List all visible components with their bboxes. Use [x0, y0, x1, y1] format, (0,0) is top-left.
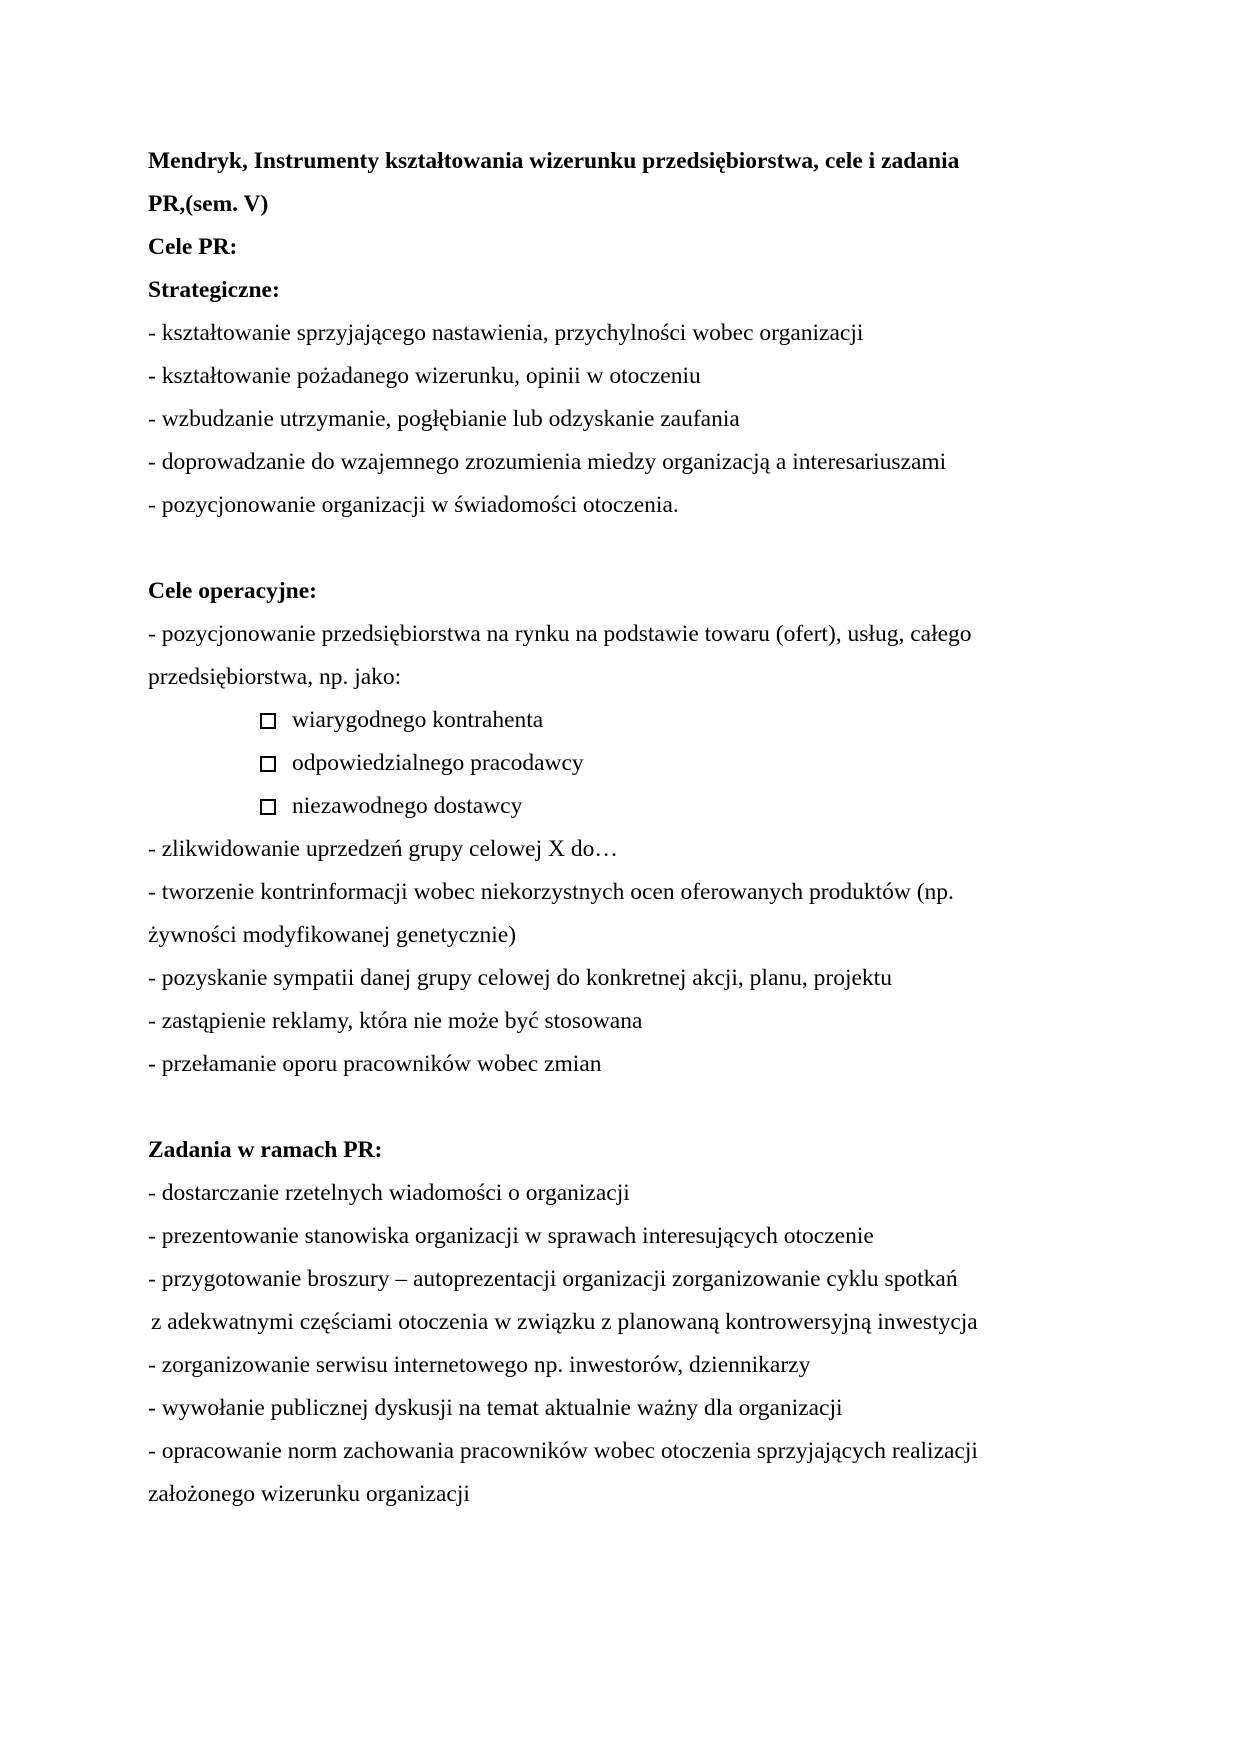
- list-item: - prezentowanie stanowiska organizacji w sprawach interesujących otoczenie: [148, 1223, 874, 1249]
- list-item-cont: z adekwatnymi częściami otoczenia w związku z planowaną kontrowersyjną inwestycja: [151, 1309, 978, 1335]
- checklist-label: odpowiedzialnego pracodawcy: [292, 750, 584, 776]
- list-item-cont: założonego wizerunku organizacji: [148, 1481, 470, 1507]
- list-item: - kształtowanie pożadanego wizerunku, opinii w otoczeniu: [148, 363, 701, 389]
- list-item: - opracowanie norm zachowania pracowników wobec otoczenia sprzyjających realizacji: [148, 1438, 978, 1464]
- checkbox-icon: [260, 799, 276, 815]
- list-item: - zastąpienie reklamy, która nie może być stosowana: [148, 1008, 643, 1034]
- checklist-item: [148, 699, 1068, 742]
- list-item: - doprowadzanie do wzajemnego zrozumienia miedzy organizacją a interesariuszami: [148, 449, 947, 475]
- checklist-label: niezawodnego dostawcy: [292, 793, 523, 819]
- operacyjne-heading: Cele operacyjne:: [148, 578, 317, 604]
- list-item: - przygotowanie broszury – autoprezentacji organizacji zorganizowanie cyklu spotkań: [148, 1266, 958, 1292]
- list-item-cont: przedsiębiorstwa, np. jako:: [148, 664, 402, 690]
- cele-pr-heading: Cele PR:: [148, 234, 238, 260]
- document-page: [148, 140, 1068, 1516]
- paragraph-gap: [148, 527, 1068, 570]
- checklist-item: [148, 742, 1068, 785]
- list-item-cont: żywności modyfikowanej genetycznie): [148, 922, 517, 948]
- document-title: Mendryk, Instrumenty kształtowania wizerunku przedsiębiorstwa, cele i zadania: [148, 148, 960, 174]
- list-item: - pozycjonowanie organizacji w świadomości otoczenia.: [148, 492, 679, 518]
- checklist-label: wiarygodnego kontrahenta: [292, 707, 544, 733]
- list-item: - kształtowanie sprzyjającego nastawienia, przychylności wobec organizacji: [148, 320, 864, 346]
- checkbox-icon: [260, 756, 276, 772]
- list-item: - tworzenie kontrinformacji wobec niekorzystnych ocen oferowanych produktów (np.: [148, 879, 954, 905]
- list-item: - dostarczanie rzetelnych wiadomości o organizacji: [148, 1180, 630, 1206]
- document-title-cont: PR,(sem. V): [148, 191, 269, 217]
- list-item: - pozyskanie sympatii danej grupy celowej do konkretnej akcji, planu, projektu: [148, 965, 892, 991]
- zadania-heading: Zadania w ramach PR:: [148, 1137, 383, 1163]
- paragraph-gap: [148, 1086, 1068, 1129]
- list-item: - przełamanie oporu pracowników wobec zmian: [148, 1051, 602, 1077]
- checkbox-icon: [260, 713, 276, 729]
- strategiczne-heading: Strategiczne:: [148, 277, 280, 303]
- checklist-item: [148, 785, 1068, 828]
- list-item: - zlikwidowanie uprzedzeń grupy celowej X do…: [148, 836, 618, 862]
- list-item: - pozycjonowanie przedsiębiorstwa na rynku na podstawie towaru (ofert), usług, całego: [148, 621, 972, 647]
- list-item: - zorganizowanie serwisu internetowego np. inwestorów, dziennikarzy: [148, 1352, 811, 1378]
- list-item: - wzbudzanie utrzymanie, pogłębianie lub odzyskanie zaufania: [148, 406, 740, 432]
- list-item: - wywołanie publicznej dyskusji na temat aktualnie ważny dla organizacji: [148, 1395, 843, 1421]
